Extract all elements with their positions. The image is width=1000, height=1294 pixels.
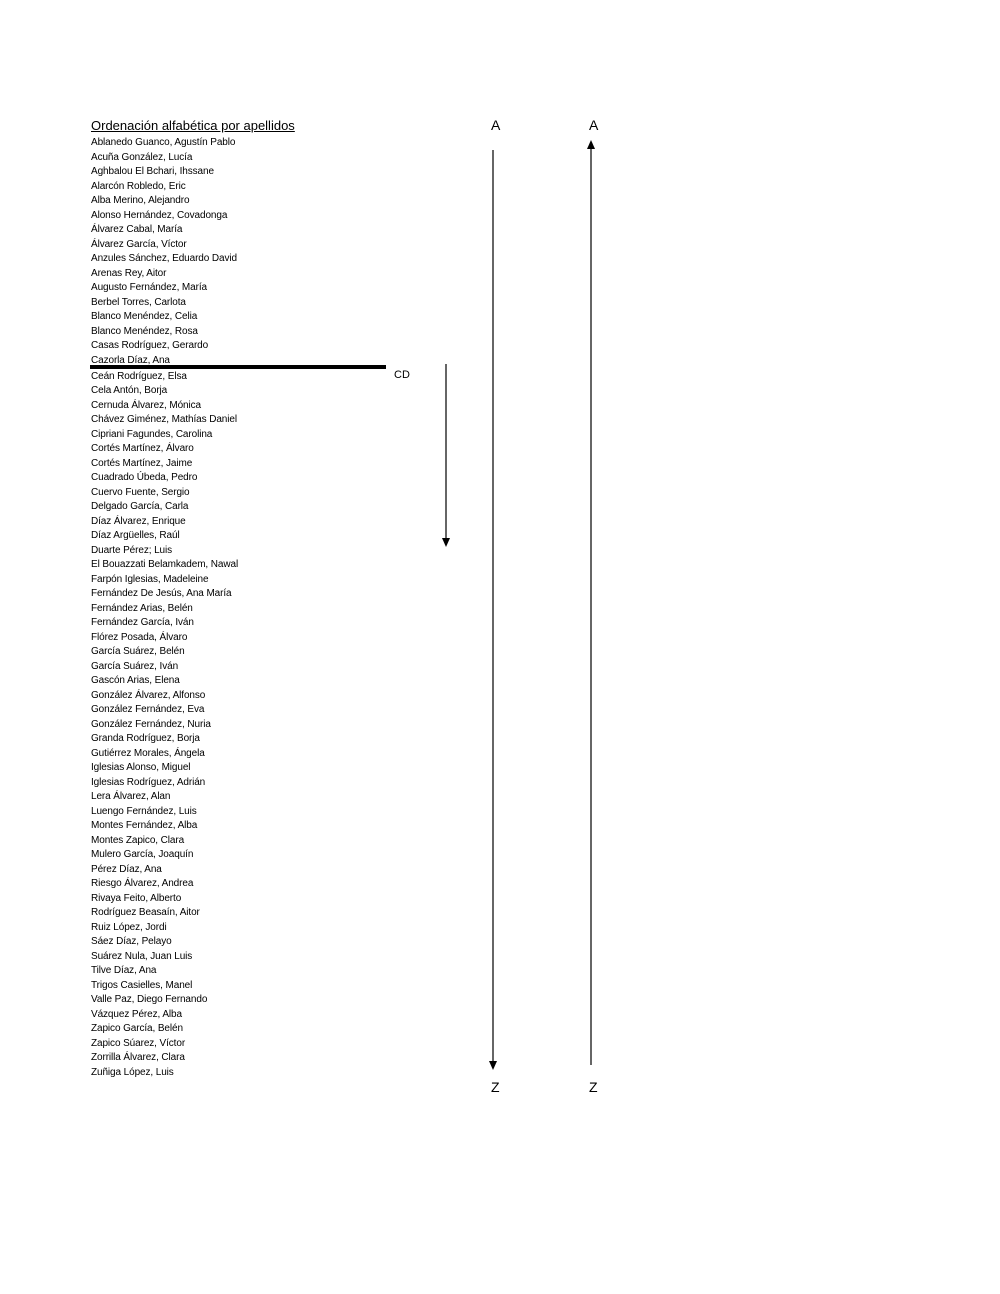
name-item: Sáez Díaz, Pelayo (91, 936, 172, 947)
name-item: Cazorla Díaz, Ana (91, 354, 170, 366)
name-item: Luengo Fernández, Luis (91, 805, 197, 817)
name-item: Cipriani Fagundes, Carolina (91, 428, 213, 440)
name-item: Duarte Pérez; Luis (91, 544, 173, 556)
name-item: Montes Zapico, Clara (91, 834, 185, 846)
arrow-down-icon (489, 1061, 497, 1070)
name-item: Tilve Díaz, Ana (91, 965, 157, 976)
arrow-right-bottom-label: Z (589, 1079, 598, 1095)
cd-arrow-down-icon (442, 538, 450, 547)
name-item: Aghbalou El Bchari, Ihssane (91, 166, 214, 177)
name-item: Flórez Posada, Álvaro (91, 631, 188, 643)
name-item: Rivaya Feito, Alberto (91, 892, 182, 904)
name-item: Blanco Menéndez, Rosa (91, 325, 198, 337)
name-item: Augusto Fernández, María (91, 282, 207, 293)
name-item: Ruiz López, Jordi (91, 921, 167, 933)
name-item: Zuñiga López, Luis (91, 1066, 174, 1078)
name-item: Casas Rodríguez, Gerardo (91, 340, 209, 351)
name-item: Mulero García, Joaquín (91, 849, 194, 860)
name-item: Acuña González, Lucía (91, 151, 193, 163)
name-item: Chávez Giménez, Mathías Daniel (91, 414, 237, 425)
name-item: Alarcón Robledo, Eric (91, 180, 186, 192)
name-item: Ablanedo Guanco, Agustín Pablo (91, 137, 236, 148)
name-item: Rodríguez Beasaín, Aitor (91, 907, 200, 918)
name-item: Granda Rodríguez, Borja (91, 733, 200, 744)
name-item: Cortés Martínez, Jaime (91, 457, 193, 469)
name-item: Vázquez Pérez, Alba (91, 1008, 182, 1020)
name-item: Díaz Álvarez, Enrique (91, 515, 186, 527)
name-item: Díaz Argüelles, Raúl (91, 530, 180, 541)
name-item: García Suárez, Belén (91, 646, 185, 657)
name-item: Valle Paz, Diego Fernando (91, 994, 208, 1005)
name-item: García Suárez, Iván (91, 660, 179, 672)
name-item: Zorrilla Álvarez, Clara (91, 1052, 185, 1063)
name-item: Zapico Súarez, Víctor (91, 1037, 186, 1049)
name-item: González Fernández, Eva (91, 704, 205, 715)
name-item: Cernuda Álvarez, Mónica (91, 399, 201, 411)
page-title: Ordenación alfabética por apellidos (91, 118, 295, 133)
name-item: Alonso Hernández, Covadonga (91, 209, 228, 221)
name-item: González Álvarez, Alfonso (91, 689, 206, 701)
name-item: Alba Merino, Alejandro (91, 195, 190, 206)
name-item: Iglesias Alonso, Miguel (91, 762, 191, 773)
name-item: Fernández García, Iván (91, 617, 194, 628)
name-item: Lera Álvarez, Alan (91, 791, 171, 802)
name-item: Trigos Casielles, Manel (91, 979, 193, 991)
name-item: Cortés Martínez, Álvaro (91, 443, 194, 454)
name-item: Zapico García, Belén (91, 1023, 183, 1034)
name-item: Anzules Sánchez, Eduardo David (91, 253, 237, 264)
name-item: Iglesias Rodríguez, Adrián (91, 776, 206, 788)
name-item: Arenas Rey, Aitor (91, 267, 167, 279)
name-item: Ceán Rodríguez, Elsa (91, 370, 187, 382)
name-item: González Fernández, Nuria (91, 718, 211, 730)
name-item: Cela Antón, Borja (91, 385, 168, 396)
name-item: Farpón Iglesias, Madeleine (91, 573, 209, 585)
arrow-right-top-label: A (589, 117, 599, 133)
arrow-left-top-label: A (491, 117, 501, 133)
name-item: Gutiérrez Morales, Ángela (91, 747, 205, 759)
name-item: Suárez Nula, Juan Luis (91, 950, 193, 962)
name-item: Berbel Torres, Carlota (91, 296, 186, 308)
name-item: El Bouazzati Belamkadem, Nawal (91, 559, 239, 570)
arrow-left-bottom-label: Z (491, 1079, 500, 1095)
name-item: Riesgo Álvarez, Andrea (91, 878, 194, 889)
name-item: Delgado García, Carla (91, 501, 189, 512)
name-item: Fernández Arias, Belén (91, 602, 193, 614)
arrow-up-icon (587, 140, 595, 149)
name-item: Montes Fernández, Alba (91, 820, 198, 831)
name-item: Álvarez García, Víctor (91, 238, 187, 250)
name-item: Pérez Díaz, Ana (91, 863, 162, 875)
name-item: Cuadrado Úbeda, Pedro (91, 472, 198, 483)
name-item: Blanco Menéndez, Celia (91, 311, 198, 322)
name-item: Álvarez Cabal, María (91, 224, 183, 235)
cd-label: CD (394, 369, 410, 381)
name-item: Gascón Arias, Elena (91, 675, 180, 686)
name-item: Fernández De Jesús, Ana María (91, 588, 232, 599)
name-item: Cuervo Fuente, Sergio (91, 486, 190, 498)
